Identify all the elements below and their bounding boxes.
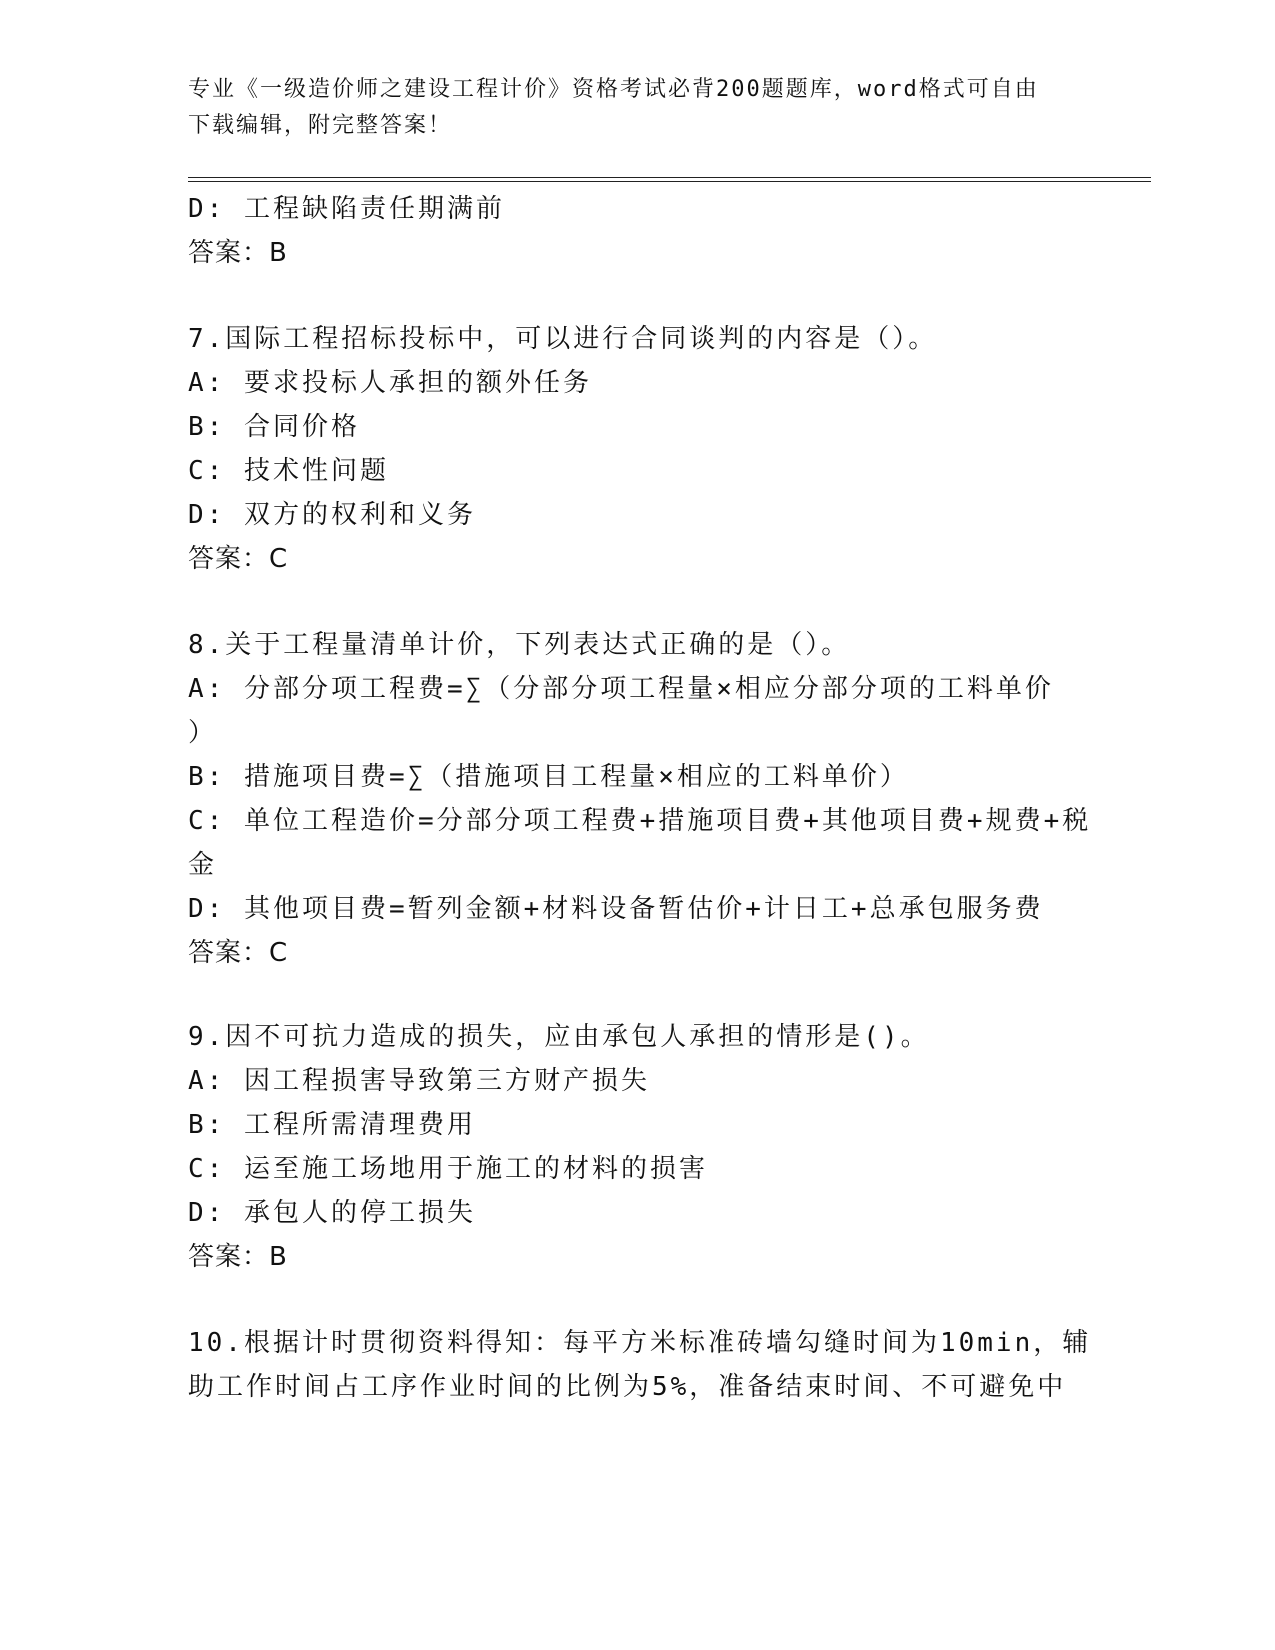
q7-option-c: C: 技术性问题 <box>188 456 389 486</box>
q9-question: 9.因不可抗力造成的损失，应由承包人承担的情形是()。 <box>188 1022 930 1052</box>
q9-option-c: C: 运至施工场地用于施工的材料的损害 <box>188 1154 708 1184</box>
header-rule-bottom <box>188 181 1151 182</box>
q9-option-d: D: 承包人的停工损失 <box>188 1198 476 1228</box>
header-rule-top <box>188 177 1151 178</box>
header-line-1: 专业《一级造价师之建设工程计价》资格考试必背200题题库，word格式可自由 <box>188 77 1039 102</box>
q8-option-a-cont: ） <box>188 718 218 748</box>
q9-option-a: A: 因工程损害导致第三方财产损失 <box>188 1066 650 1096</box>
prev-option-d: D: 工程缺陷责任期满前 <box>188 194 505 224</box>
q8-option-d: D: 其他项目费=暂列金额+材料设备暂估价+计日工+总承包服务费 <box>188 894 1044 924</box>
q8-question: 8.关于工程量清单计价，下列表达式正确的是（）。 <box>188 630 851 660</box>
q8-answer: 答案：C <box>188 938 289 968</box>
q9-option-b: B: 工程所需清理费用 <box>188 1110 476 1140</box>
q7-question: 7.国际工程招标投标中，可以进行合同谈判的内容是（）。 <box>188 324 938 354</box>
q9-answer: 答案：B <box>188 1242 288 1272</box>
q8-option-a: A: 分部分项工程费=∑（分部分项工程量×相应分部分项的工料单价 <box>188 674 1054 704</box>
q8-option-c-cont: 金 <box>188 850 218 880</box>
q7-answer: 答案：C <box>188 544 289 574</box>
header-line-2: 下载编辑，附完整答案！ <box>188 113 453 138</box>
q8-option-b: B: 措施项目费=∑（措施项目工程量×相应的工料单价） <box>188 762 909 792</box>
q7-option-d: D: 双方的权利和义务 <box>188 500 476 530</box>
q7-option-b: B: 合同价格 <box>188 412 360 442</box>
q10-question: 10.根据计时贯彻资料得知：每平方米标准砖墙勾缝时间为10min，辅 <box>188 1328 1092 1358</box>
document-header <box>188 72 1068 144</box>
q10-question-cont: 助工作时间占工序作业时间的比例为5%，准备结束时间、不可避免中 <box>188 1372 1067 1402</box>
q8-option-c: C: 单位工程造价=分部分项工程费+措施项目费+其他项目费+规费+税 <box>188 806 1092 836</box>
prev-answer: 答案：B <box>188 238 288 268</box>
q7-option-a: A: 要求投标人承担的额外任务 <box>188 368 592 398</box>
